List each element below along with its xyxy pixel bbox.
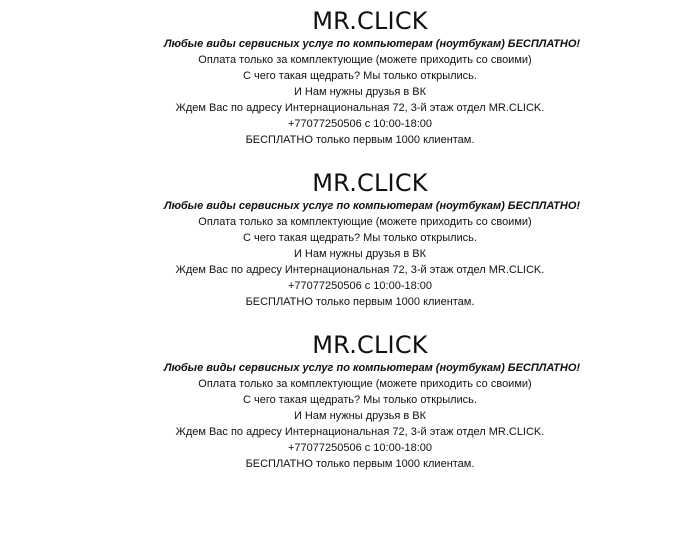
flyer-block (0, 330, 700, 472)
friends-line: И Нам нужны друзья в ВК (293, 86, 427, 98)
payment-note: Оплата только за комплектующие (можете приходить со своими) (198, 54, 532, 66)
address-line: Ждем Вас по адресу Интернациональная 72, 3-й этаж отдел MR.CLICK. (175, 264, 545, 276)
brand-title: MR.CLICK (312, 169, 428, 197)
phone-hours-line: +77077250506 с 10:00-18:00 (287, 442, 433, 454)
brand-title: MR.CLICK (312, 331, 428, 359)
friends-line: И Нам нужны друзья в ВК (293, 248, 427, 260)
flyer-headline: Любые виды сервисных услуг по компьютерам (ноутбукам) БЕСПЛАТНО! (163, 38, 581, 50)
question-line: С чего такая щедрать? Мы только открылись. (243, 394, 477, 406)
address-line: Ждем Вас по адресу Интернациональная 72, 3-й этаж отдел MR.CLICK. (175, 102, 545, 114)
offer-limit-line: БЕСПЛАТНО только первым 1000 клиентам. (245, 296, 475, 308)
flyer-block (0, 168, 700, 310)
offer-limit-line: БЕСПЛАТНО только первым 1000 клиентам. (245, 134, 475, 146)
payment-note: Оплата только за комплектующие (можете приходить со своими) (198, 378, 532, 390)
flyer-block (0, 6, 700, 148)
friends-line: И Нам нужны друзья в ВК (293, 410, 427, 422)
question-line: С чего такая щедрать? Мы только открылись. (243, 232, 477, 244)
phone-hours-line: +77077250506 с 10:00-18:00 (287, 280, 433, 292)
address-line: Ждем Вас по адресу Интернациональная 72, 3-й этаж отдел MR.CLICK. (175, 426, 545, 438)
payment-note: Оплата только за комплектующие (можете приходить со своими) (198, 216, 532, 228)
brand-title: MR.CLICK (312, 7, 428, 35)
flyer-headline: Любые виды сервисных услуг по компьютерам (ноутбукам) БЕСПЛАТНО! (163, 362, 581, 374)
question-line: С чего такая щедрать? Мы только открылись. (243, 70, 477, 82)
phone-hours-line: +77077250506 с 10:00-18:00 (287, 118, 433, 130)
offer-limit-line: БЕСПЛАТНО только первым 1000 клиентам. (245, 458, 475, 470)
flyer-headline: Любые виды сервисных услуг по компьютерам (ноутбукам) БЕСПЛАТНО! (163, 200, 581, 212)
